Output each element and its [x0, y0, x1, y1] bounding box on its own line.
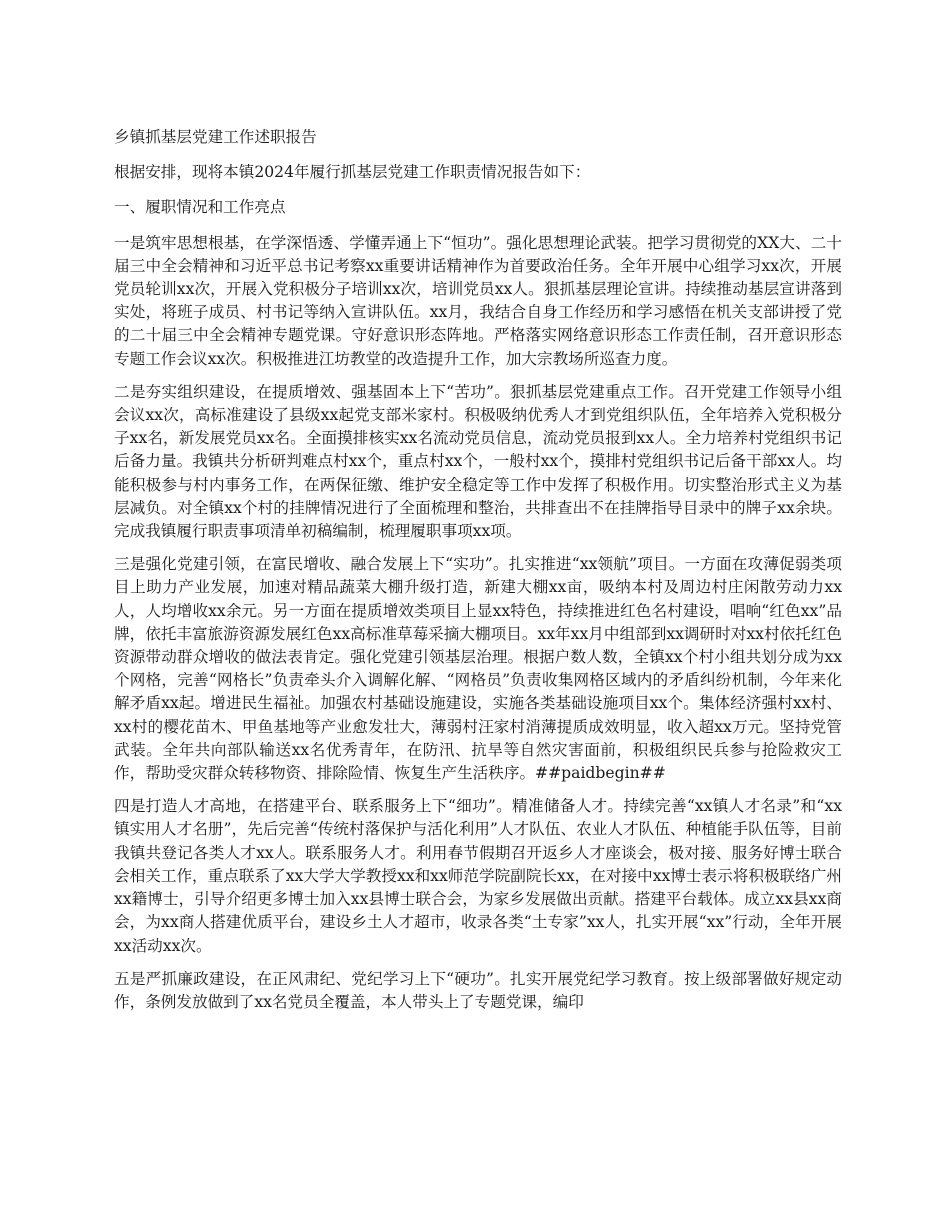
- body-paragraph-1: 一是筑牢思想根基，在学深悟透、学懂弄通上下“恒功”。强化思想理论武装。把学习贯彻党的XX大、二十届三中全会精神和习近平总书记考察xx重要讲话精神作为首要政治任务。全年开展中心组学习xx次，开展党员轮训xx次，开展入党积极分子培训xx次，培训党员xx人。狠抓基层理论宣讲。持续推动基层宣讲落到实处，将班子成员、村书记等纳入宣讲队伍。xx月，我结合自身工作经历和学习感悟在机关支部讲授了党的二十届三中全会精神专题党课。守好意识形态阵地。严格落实网络意识形态工作责任制，召开意识形态专题工作会议xx次。积极推进江坊教堂的改造提升工作，加大宗教场所巡查力度。: [114, 233, 842, 368]
- document-page: [114, 126, 842, 1024]
- body-paragraph-5: 五是严抓廉政建设，在正风肃纪、党纪学习上下“硬功”。扎实开展党纪学习教育。按上级部署做好规定动作，条例发放做到了xx名党员全覆盖，本人带头上了专题党课，编印: [114, 969, 842, 1011]
- body-paragraph-4: 四是打造人才高地，在搭建平台、联系服务上下“细功”。精准储备人才。持续完善“xx镇人才名录”和“xx镇实用人才名册”，先后完善“传统村落保护与活化利用”人才队伍、农业人才队伍、种植能手队伍等，目前我镇共登记各类人才xx人。联系服务人才。利用春节假期召开返乡人才座谈会，极对接、服务好博士联合会相关工作，重点联系了xx大学大学教授xx和xx师范学院副院长xx，在对接中xx博士表示将积极联络广州xx籍博士，引导介绍更多博士加入xx县博士联合会，为家乡发展做出贡献。搭建平台载体。成立xx县xx商会，为xx商人搭建优质平台，建设乡土人才超市，收录各类“土专家”xx人，扎实开展“xx”行动，全年开展xx活动xx次。: [114, 797, 842, 955]
- section-heading: 一、履职情况和工作亮点: [114, 198, 286, 217]
- document-title: 乡镇抓基层党建工作述职报告: [114, 128, 317, 146]
- body-paragraph-3: 三是强化党建引领，在富民增收、融合发展上下“实功”。扎实推进“xx领航”项目。一方面在攻薄促弱类项目上助力产业发展，加速对精品蔬菜大棚升级打造，新建大棚xx亩，吸纳本村及周边村庄闲散劳动力xx人，人均增收xx余元。另一方面在提质增效类项目上显xx特色，持续推进红色名村建设，唱响“红色xx”品牌，依托丰富旅游资源发展红色xx高标准草莓采摘大棚项目。xx年xx月中组部到xx调研时对xx村依托红色资源带动群众增收的做法表肯定。强化党建引领基层治理。根据户数人数，全镇xx个村小组共划分成为xx个网格，完善“网格长”负责牵头介入调解化解、“网格员”负责收集网格区域内的矛盾纠纷机制，今年来化解矛盾xx起。增进民生福祉。加强农村基础设施建设，实施各类基础设施项目xx个。集体经济强村xx村、xx村的樱花苗木、甲鱼基地等产业愈发壮大，薄弱村汪家村消薄提质成效明显，收入超xx万元。坚持党管武装。全年共向部队输送xx名优秀青年，在防汛、抗旱等自然灾害面前，积极组织民兵参与抢险救灾工作，帮助受灾群众转移物资、排除险情、恢复生产生活秩序。##paidbegin##: [114, 555, 842, 783]
- intro-paragraph: 根据安排，现将本镇2024年履行抓基层党建工作职责情况报告如下：: [114, 163, 591, 182]
- body-paragraph-2: 二是夯实组织建设，在提质增效、强基固本上下“苦功”。狠抓基层党建重点工作。召开党建工作领导小组会议xx次，高标准建设了县级xx起党支部米家村。积极吸纳优秀人才到党组织队伍，全年培养入党积极分子xx名，新发展党员xx名。全面摸排核实xx名流动党员信息，流动党员报到xx人。全力培养村党组织书记后备力量。我镇共分析研判难点村xx个，重点村xx个，一般村xx个，摸排村党组织书记后备干部xx人。均能积极参与村内事务工作，在两保征缴、维护安全稳定等工作中发挥了积极作用。切实整治形式主义为基层减负。对全镇xx个村的挂牌情况进行了全面梳理和整治，共排查出不在挂牌指导目录中的牌子xx余块。完成我镇履行职责事项清单初稿编制，梳理履职事项xx项。: [114, 382, 842, 541]
